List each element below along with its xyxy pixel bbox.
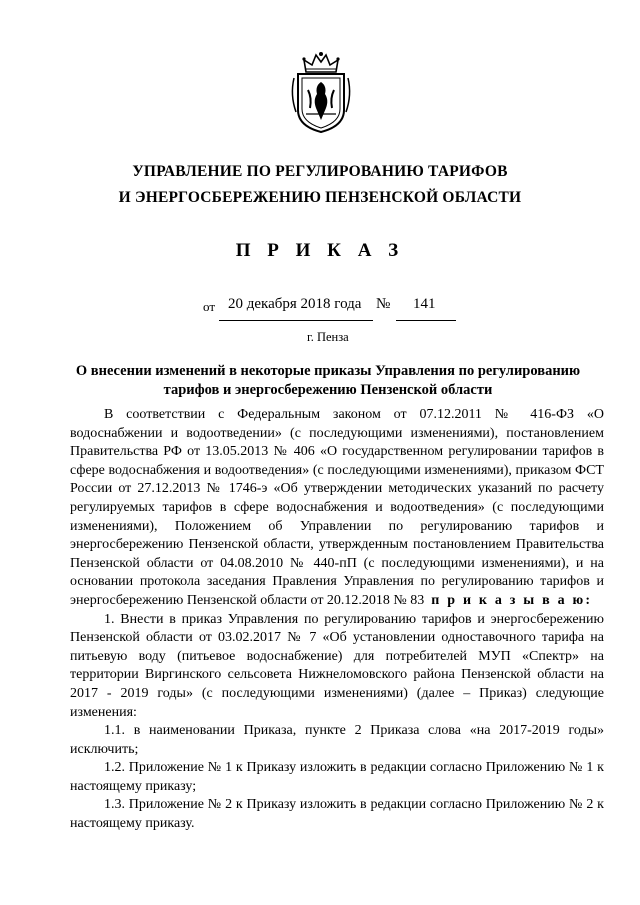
- item-1-3: 1.3. Приложение № 2 к Приказу изложить в редакции согласно Приложению № 2 к настоящему приказу.: [70, 797, 604, 832]
- org-name-line2: И ЭНЕРГОСБЕРЕЖЕНИЮ ПЕНЗЕНСКОЙ ОБЛАСТИ: [118, 189, 522, 206]
- date-underline: [219, 320, 373, 321]
- org-name-line1: УПРАВЛЕНИЕ ПО РЕГУЛИРОВАНИЮ ТАРИФОВ: [132, 163, 508, 180]
- document-type-title: П Р И К А З: [235, 240, 405, 261]
- item-1-2: 1.2. Приложение № 1 к Приказу изложить в редакции согласно Приложению № 1 к настоящему приказу;: [70, 760, 604, 794]
- number-underline: [396, 320, 456, 321]
- item-1: 1. Внести в приказ Управления по регулированию тарифов и энергосбережению Пензенской области от 03.02.2017 № 7 «Об установлении одноставочного тарифа на питьевую воду (питьевое водоснабжение) для потребителей МУП «Спектр» на территории Виргинского сельсовета Нижнеломовского района Пензенской области на 2017 - 2019 годы» (с последующими изменениями) (далее – Приказ) следующие изменения:: [70, 611, 604, 720]
- document-body: [70, 406, 604, 834]
- coat-of-arms-emblem: [288, 50, 354, 134]
- order-word: п р и к а з ы в а ю:: [431, 592, 593, 608]
- document-heading: О внесении изменений в некоторые приказы Управления по регулированию тарифов и энергосбережению Пензенской области: [75, 363, 581, 398]
- city-label: г. Пенза: [307, 330, 349, 344]
- date-from-label: от: [203, 299, 216, 314]
- number-sign-label: №: [376, 296, 391, 312]
- document-number: 141: [413, 296, 436, 312]
- preamble-paragraph: [70, 406, 604, 611]
- item-1-1: 1.1. в наименовании Приказа, пункте 2 Приказа слова «на 2017-2019 годы» исключить;: [70, 723, 604, 757]
- document-date: 20 декабря 2018 года: [228, 296, 362, 312]
- preamble-text: В соответствии с Федеральным законом от 07.12.2011 № 416-ФЗ «О водоснабжении и водоотведении» (с последующими изменениями), постановлением Правительства РФ от 13.05.2013 № 406 «О государственном регулировании тарифов в сфере водоснабжения и водоотведения» (с последующими изменениями), приказом ФСТ России от 27.12.2013 № 1746-э «Об утверждении методических указаний по расчету регулируемых тарифов в сфере водоснабжения и водоотведения» (с последующими изменениями), Положением об Управлении по регулированию тарифов и энергосбережению Пензенской области, утвержденным постановлением Правительства Пензенской области от 04.08.2010 № 440-пП (с последующими изменениями), и на основании протокола заседания Правления Управления по регулированию тарифов и энергосбережению Пензенской области от 20.12.2018 № 83: [70, 407, 604, 608]
